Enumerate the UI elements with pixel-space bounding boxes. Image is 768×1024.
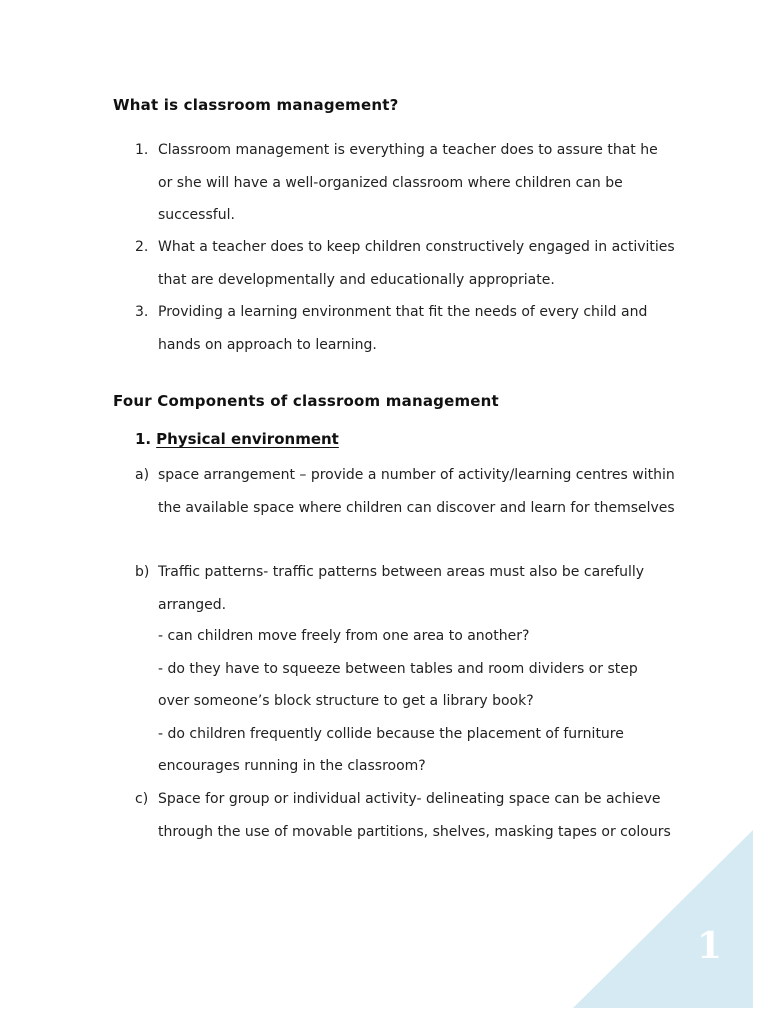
list-marker: 2. [135,239,149,255]
subheading-physical-environment [135,430,339,448]
subheading-title: Physical environment [156,430,339,448]
dash-line-4: - do children frequently collide because the placement of furniture [158,726,624,742]
list-item-b [135,556,675,621]
corner-triangle-decoration [573,830,753,1008]
dash-line-3: over someone’s block structure to get a library book? [158,693,534,709]
list-item-1 [135,134,675,232]
subheading-marker: 1. [135,430,152,448]
list-item-3 [135,296,675,361]
list-item-2 [135,231,675,296]
dash-line-1: - can children move freely from one area to another? [158,628,530,644]
dash-line-5: encourages running in the classroom? [158,758,426,774]
list-item-text: Space for group or individual activity- delineating space can be achieve through the use of movable partitions, shelves, masking tapes or colours [158,791,671,840]
list-item-text: What a teacher does to keep children constructively engaged in activities that are developmentally and educationally appropriate. [158,239,675,288]
list-marker: 3. [135,304,149,320]
list-item-a [135,459,675,524]
list-item-text: space arrangement – provide a number of activity/learning centres within the available space where children can discover and learn for themselves [158,467,675,516]
dash-line-2: - do they have to squeeze between tables and room dividers or step [158,661,638,677]
list-marker: 1. [135,142,149,158]
corner-triangle-shape [573,830,753,1008]
list-marker: a) [135,467,150,483]
page-number: 1 [697,925,723,967]
list-marker: b) [135,564,150,580]
list-item-text: Classroom management is everything a teacher does to assure that he or she will have a well-organized classroom where children can be successful. [158,142,658,223]
list-item-text: Traffic patterns- traffic patterns between areas must also be carefully arranged. [158,564,645,613]
list-item-text: Providing a learning environment that fit the needs of every child and hands on approach to learning. [158,304,648,353]
section-heading-four-components: Four Components of classroom management [113,392,499,410]
list-marker: c) [135,791,149,807]
section-heading-what-is: What is classroom management? [113,96,399,114]
